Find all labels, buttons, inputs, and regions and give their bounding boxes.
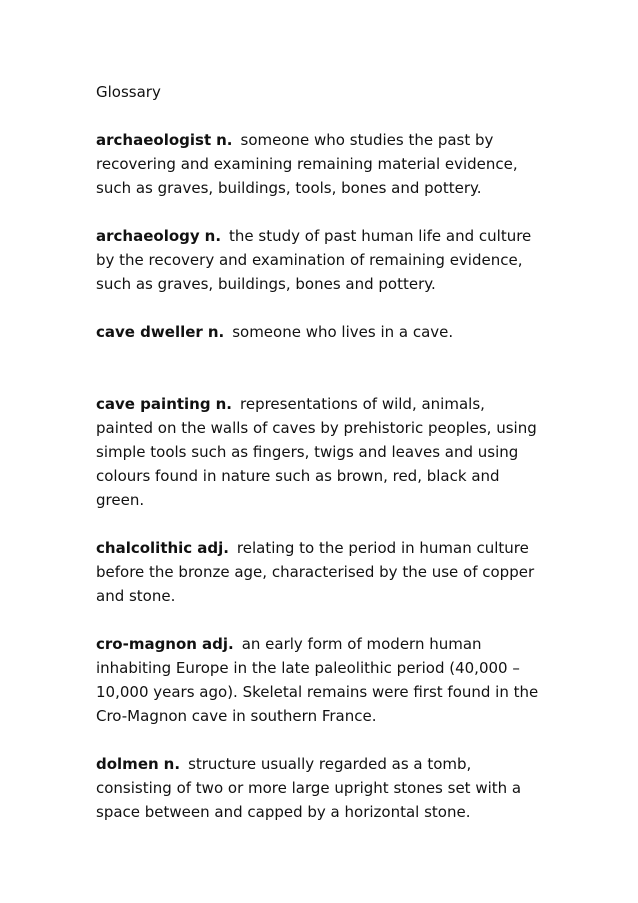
part-of-speech: n. xyxy=(207,323,225,341)
part-of-speech: n. xyxy=(215,395,232,413)
page-title: Glossary xyxy=(96,83,161,101)
part-of-speech: adj. xyxy=(197,539,229,557)
glossary-term: cave painting xyxy=(96,395,211,413)
glossary-definition: someone who studies the past by recovering and examining remaining material evidence, such as graves, buildings, tools, bones and pottery. xyxy=(96,131,518,197)
glossary-definition: the study of past human life and culture by the recovery and examination of remaining evidence, such as graves, buildings, bones and pottery. xyxy=(96,227,532,293)
glossary-term: dolmen xyxy=(96,755,159,773)
glossary-entry-cro-magnon xyxy=(96,632,546,728)
glossary-entry-dolmen xyxy=(96,752,546,824)
part-of-speech: n. xyxy=(204,227,222,245)
glossary-definition: an early form of modern human inhabiting Europe in the late paleolithic period (40,000 – 10,000 years ago). Skeletal remains were first found in the Cro-Magnon cave in southern France. xyxy=(96,635,539,725)
document-page xyxy=(96,80,546,848)
glossary-term: archaeologist xyxy=(96,131,212,149)
glossary-definition: someone who lives in a cave. xyxy=(232,323,454,341)
glossary-entry-cave-dweller xyxy=(96,320,546,344)
glossary-entry-archaeology xyxy=(96,224,546,296)
glossary-term: cro-magnon xyxy=(96,635,197,653)
glossary-definition: relating to the period in human culture before the bronze age, characterised by the use of copper and stone. xyxy=(96,539,535,605)
glossary-term: cave dweller xyxy=(96,323,203,341)
glossary-entry-archaeologist xyxy=(96,128,546,200)
part-of-speech: n. xyxy=(163,755,181,773)
glossary-term: archaeology xyxy=(96,227,200,245)
glossary-entry-chalcolithic xyxy=(96,536,546,608)
part-of-speech: adj. xyxy=(201,635,234,653)
glossary-term: chalcolithic xyxy=(96,539,193,557)
glossary-definition: representations of wild, animals, painted on the walls of caves by prehistoric peoples, using simple tools such as fingers, twigs and leaves and using colours found in nature such as brown, red, black and green. xyxy=(96,395,537,509)
glossary-definition: structure usually regarded as a tomb, consisting of two or more large upright stones set with a space between and capped by a horizontal stone. xyxy=(96,755,522,821)
glossary-entry-cave-painting xyxy=(96,392,546,512)
part-of-speech: n. xyxy=(216,131,233,149)
